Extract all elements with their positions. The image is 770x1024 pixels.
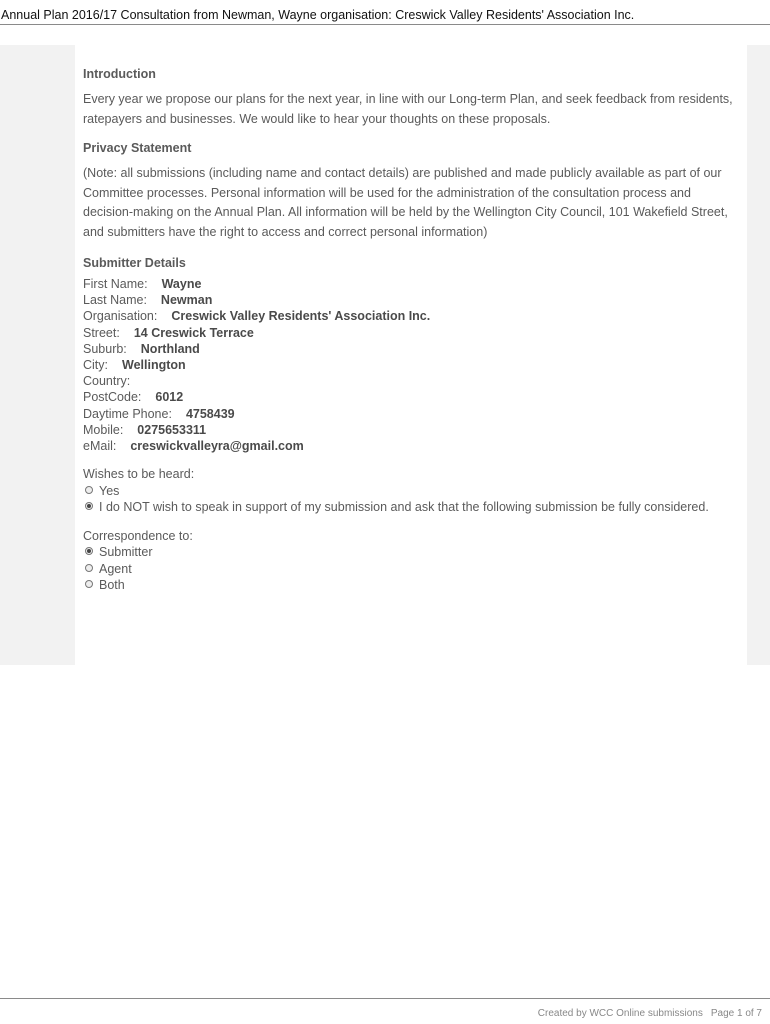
correspondence-option-label: Agent	[99, 561, 132, 576]
detail-value: Wellington	[122, 358, 186, 373]
detail-country	[83, 373, 739, 389]
wishes-to-be-heard-title: Wishes to be heard:	[83, 467, 195, 482]
correspondence-option-both[interactable]	[83, 577, 739, 594]
radio-button-icon[interactable]	[85, 547, 93, 555]
introduction-heading: Introduction	[83, 67, 156, 81]
privacy-heading: Privacy Statement	[83, 141, 192, 155]
detail-label: Street:	[83, 325, 120, 340]
heard-option-label: I do NOT wish to speak in support of my submission and ask that the following submission be fully considered.	[99, 500, 709, 515]
detail-label: Last Name:	[83, 293, 147, 308]
submitter-details	[83, 276, 739, 454]
detail-last-name	[83, 292, 739, 308]
created-by-text: Created by WCC Online submissions	[537, 1008, 703, 1019]
detail-value: 14 Creswick Terrace	[133, 325, 254, 340]
detail-value: Northland	[140, 341, 200, 356]
heard-option-yes[interactable]	[83, 483, 739, 500]
heard-option-label: Yes	[99, 483, 120, 498]
detail-email	[83, 438, 739, 454]
detail-postcode	[83, 389, 739, 405]
correspondence-option-label: Both	[99, 578, 125, 593]
detail-label: Organisation:	[83, 309, 158, 324]
page-footer	[538, 1008, 762, 1019]
radio-button-icon[interactable]	[85, 486, 93, 494]
detail-value: Wayne	[161, 277, 202, 291]
detail-label: Country:	[83, 374, 131, 389]
correspondence-option-submitter[interactable]	[83, 544, 739, 561]
document-title: Annual Plan 2016/17 Consultation from Newman, Wayne organisation: Creswick Valley Residents' Association Inc.	[0, 0, 770, 25]
detail-organisation	[83, 308, 739, 324]
detail-city	[83, 357, 739, 373]
detail-street	[83, 325, 739, 341]
footer-divider	[0, 998, 770, 999]
detail-suburb	[83, 341, 739, 357]
introduction-text: Every year we propose our plans for the next year, in line with our Long-term Plan, and seek feedback from residents, ratepayers and businesses. We would like to hear your thoughts on these proposals.	[83, 92, 733, 126]
radio-button-icon[interactable]	[85, 502, 93, 510]
privacy-text: (Note: all submissions (including name and contact details) are published and made publicly available as part of our Committee processes. Personal information will be used for the administration of the consultation process and decision-making on the Annual Plan. All information will be held by the Wellington City Council, 101 Wakefield Street, and submitters have the right to access and correct personal information)	[83, 166, 728, 239]
heard-option-no[interactable]	[83, 499, 739, 516]
detail-label: City:	[83, 358, 108, 373]
detail-value: 0275653311	[137, 422, 207, 437]
detail-value: creswickvalleyra@gmail.com	[130, 439, 304, 454]
detail-mobile	[83, 422, 739, 438]
wishes-to-be-heard-group	[83, 466, 739, 516]
correspondence-option-label: Submitter	[99, 545, 153, 560]
detail-value: Creswick Valley Residents' Association Inc.	[171, 309, 431, 324]
detail-label: PostCode:	[83, 390, 142, 405]
submitter-heading: Submitter Details	[83, 256, 186, 270]
page-number: Page 1 of 7	[710, 1008, 762, 1019]
detail-value: Newman	[160, 293, 213, 308]
detail-label: Daytime Phone:	[83, 406, 172, 421]
radio-button-icon[interactable]	[85, 564, 93, 572]
detail-value: 4758439	[185, 406, 235, 421]
detail-label: First Name:	[83, 277, 148, 291]
radio-button-icon[interactable]	[85, 580, 93, 588]
correspondence-group	[83, 528, 739, 594]
detail-value: 6012	[155, 390, 184, 405]
correspondence-title: Correspondence to:	[83, 528, 193, 543]
detail-label: eMail:	[83, 439, 117, 454]
detail-first-name	[83, 276, 739, 292]
detail-label: Mobile:	[83, 422, 124, 437]
detail-daytime-phone	[83, 406, 739, 422]
correspondence-option-agent[interactable]	[83, 561, 739, 578]
detail-label: Suburb:	[83, 341, 127, 356]
submission-card	[75, 45, 747, 665]
